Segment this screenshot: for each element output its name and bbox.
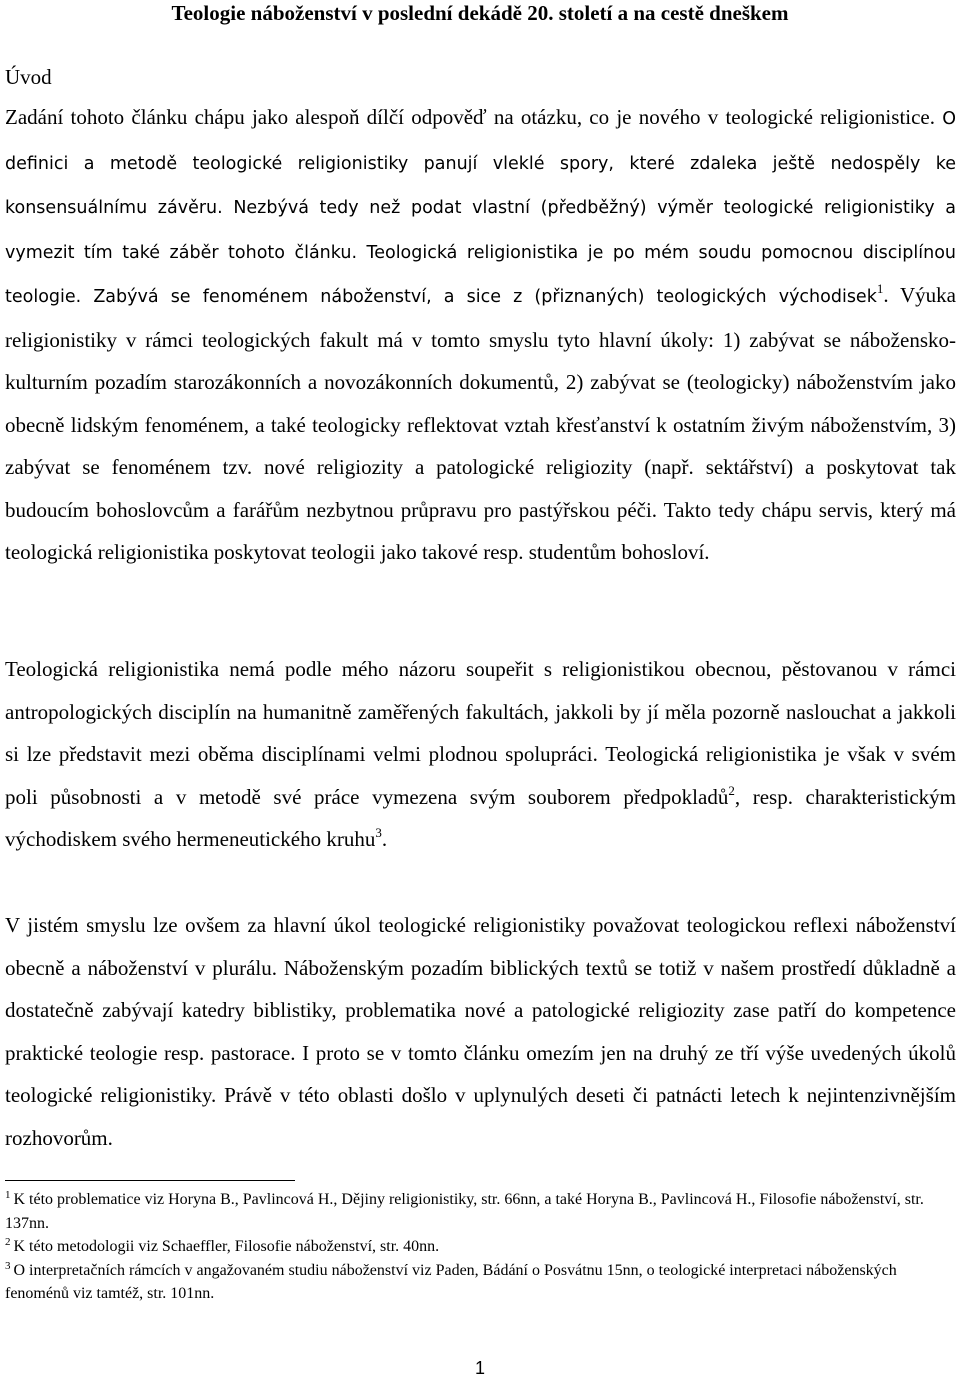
paragraph-2-text-3: .: [381, 827, 388, 851]
footnote-mark: 1: [5, 1189, 11, 1201]
footnote-1: [5, 1188, 940, 1235]
footnote-ref-3[interactable]: 3: [375, 825, 382, 840]
paragraph-1-sentence-2: O definici a metodě teologické religionistiky panují vleklé spory, které zdaleka ještě nedospěly ke konsensuálnímu závěru. Nezbývá tedy než podat vlastní (předběžný) výměr teologické religionistiky a vymezit tím také záběr tohoto článku. Teologická religionistika je po mém soudu pomocnou disciplínou teologie. Zabývá se fenoménem náboženství, a sice z (přiznaných) teologických východisek: [5, 109, 956, 307]
paragraph-3-text: V jistém smyslu lze ovšem za hlavní úkol teologické religionistiky považovat teologickou reflexi náboženství obecně a náboženství v plurálu. Náboženským pozadím biblických textů se totiž v našem prostředí důkladně a dostatečně zabývají katedry biblistiky, problematika nové a patologické religiozity zase patří do kompetence praktické teologie resp. pastorace. I proto se v tomto článku omezím jen na druhý ze tří výše uvedených úkolů teologické religionistiky. Právě v této oblasti došlo v uplynulých deseti či patnácti letech k nejintenzivnějším rozhovorům.: [5, 913, 956, 1150]
footnote-separator: [5, 1180, 295, 1181]
footnote-mark: 3: [5, 1259, 11, 1272]
footnote-text: O interpretačních rámcích v angažovaném studiu náboženství viz Paden, Bádání o Posvátnu 15nn, o teologické interpretaci náboženských fenoménů viz tamtéž, str. 101nn.: [5, 1261, 897, 1302]
page-number: 1: [474, 1358, 485, 1378]
paragraph-1-sentence-1: Zadání tohoto článku chápu jako alespoň dílčí odpověď na otázku, co je nového v teologické religionistice.: [5, 105, 943, 129]
section-heading: Úvod: [5, 65, 52, 89]
footnotes: [5, 1188, 940, 1306]
paragraph-1-sentence-3: . Výuka religionistiky v rámci teologických fakult má v tomto smyslu tyto hlavní úkoly: 1) zabývat se nábožensko-kulturním pozadím starozákonních a novozákonních dokumentů, 2) zabývat se (teologicky) náboženstvím jako obecně lidským fenoménem, a také teologicky reflektovat vztah křesťanství k ostatním živým náboženstvím, 3) zabývat se fenoménem tzv. nové religiozity a patologické religiozity (např. sektářství) a poskytovat tak budoucím bohoslovcům a farářům nezbytnou průpravu pro pastýřskou péči. Takto tedy chápu servis, který má teologická religionistika poskytovat teologii jako takové resp. studentům bohosloví.: [5, 283, 957, 564]
footnote-2: [5, 1235, 940, 1259]
paragraph-2-text-2: , resp. charakteristickým východiskem svého hermeneutického kruhu: [5, 784, 956, 851]
paragraph-3: [5, 904, 956, 1159]
paragraph-2: [5, 648, 956, 861]
footnote-text: K této metodologii viz Schaeffler, Filosofie náboženství, str. 40nn.: [13, 1238, 440, 1255]
footnote-mark: 2: [5, 1236, 11, 1248]
footnote-ref-2[interactable]: 2: [728, 782, 735, 798]
document-title: Teologie náboženství v poslední dekádě 20. století a na cestě dneškem: [171, 1, 789, 25]
paragraph-2-text-1: Teologická religionistika nemá podle mého názoru soupeřit s religionistikou obecnou, pěstovanou v rámci antropologických disciplín na humanitně zaměřených fakultách, jakkoli by jí měla pozorně naslouchat a jakkoli si lze představit mezi oběma disciplínami velmi plodnou spolupráci. Teologická religionistika je však v svém poli působnosti a v metodě své práce vymezena svým souborem předpokladů: [5, 657, 956, 809]
paragraph-1: [5, 96, 956, 574]
footnote-ref-1[interactable]: 1: [876, 281, 884, 296]
footnote-text: K této problematice viz Horyna B., Pavlincová H., Dějiny religionistiky, str. 66nn, a také Horyna B., Pavlincová H., Filosofie náboženství, str. 137nn.: [5, 1191, 924, 1232]
footnote-3: [5, 1259, 940, 1306]
